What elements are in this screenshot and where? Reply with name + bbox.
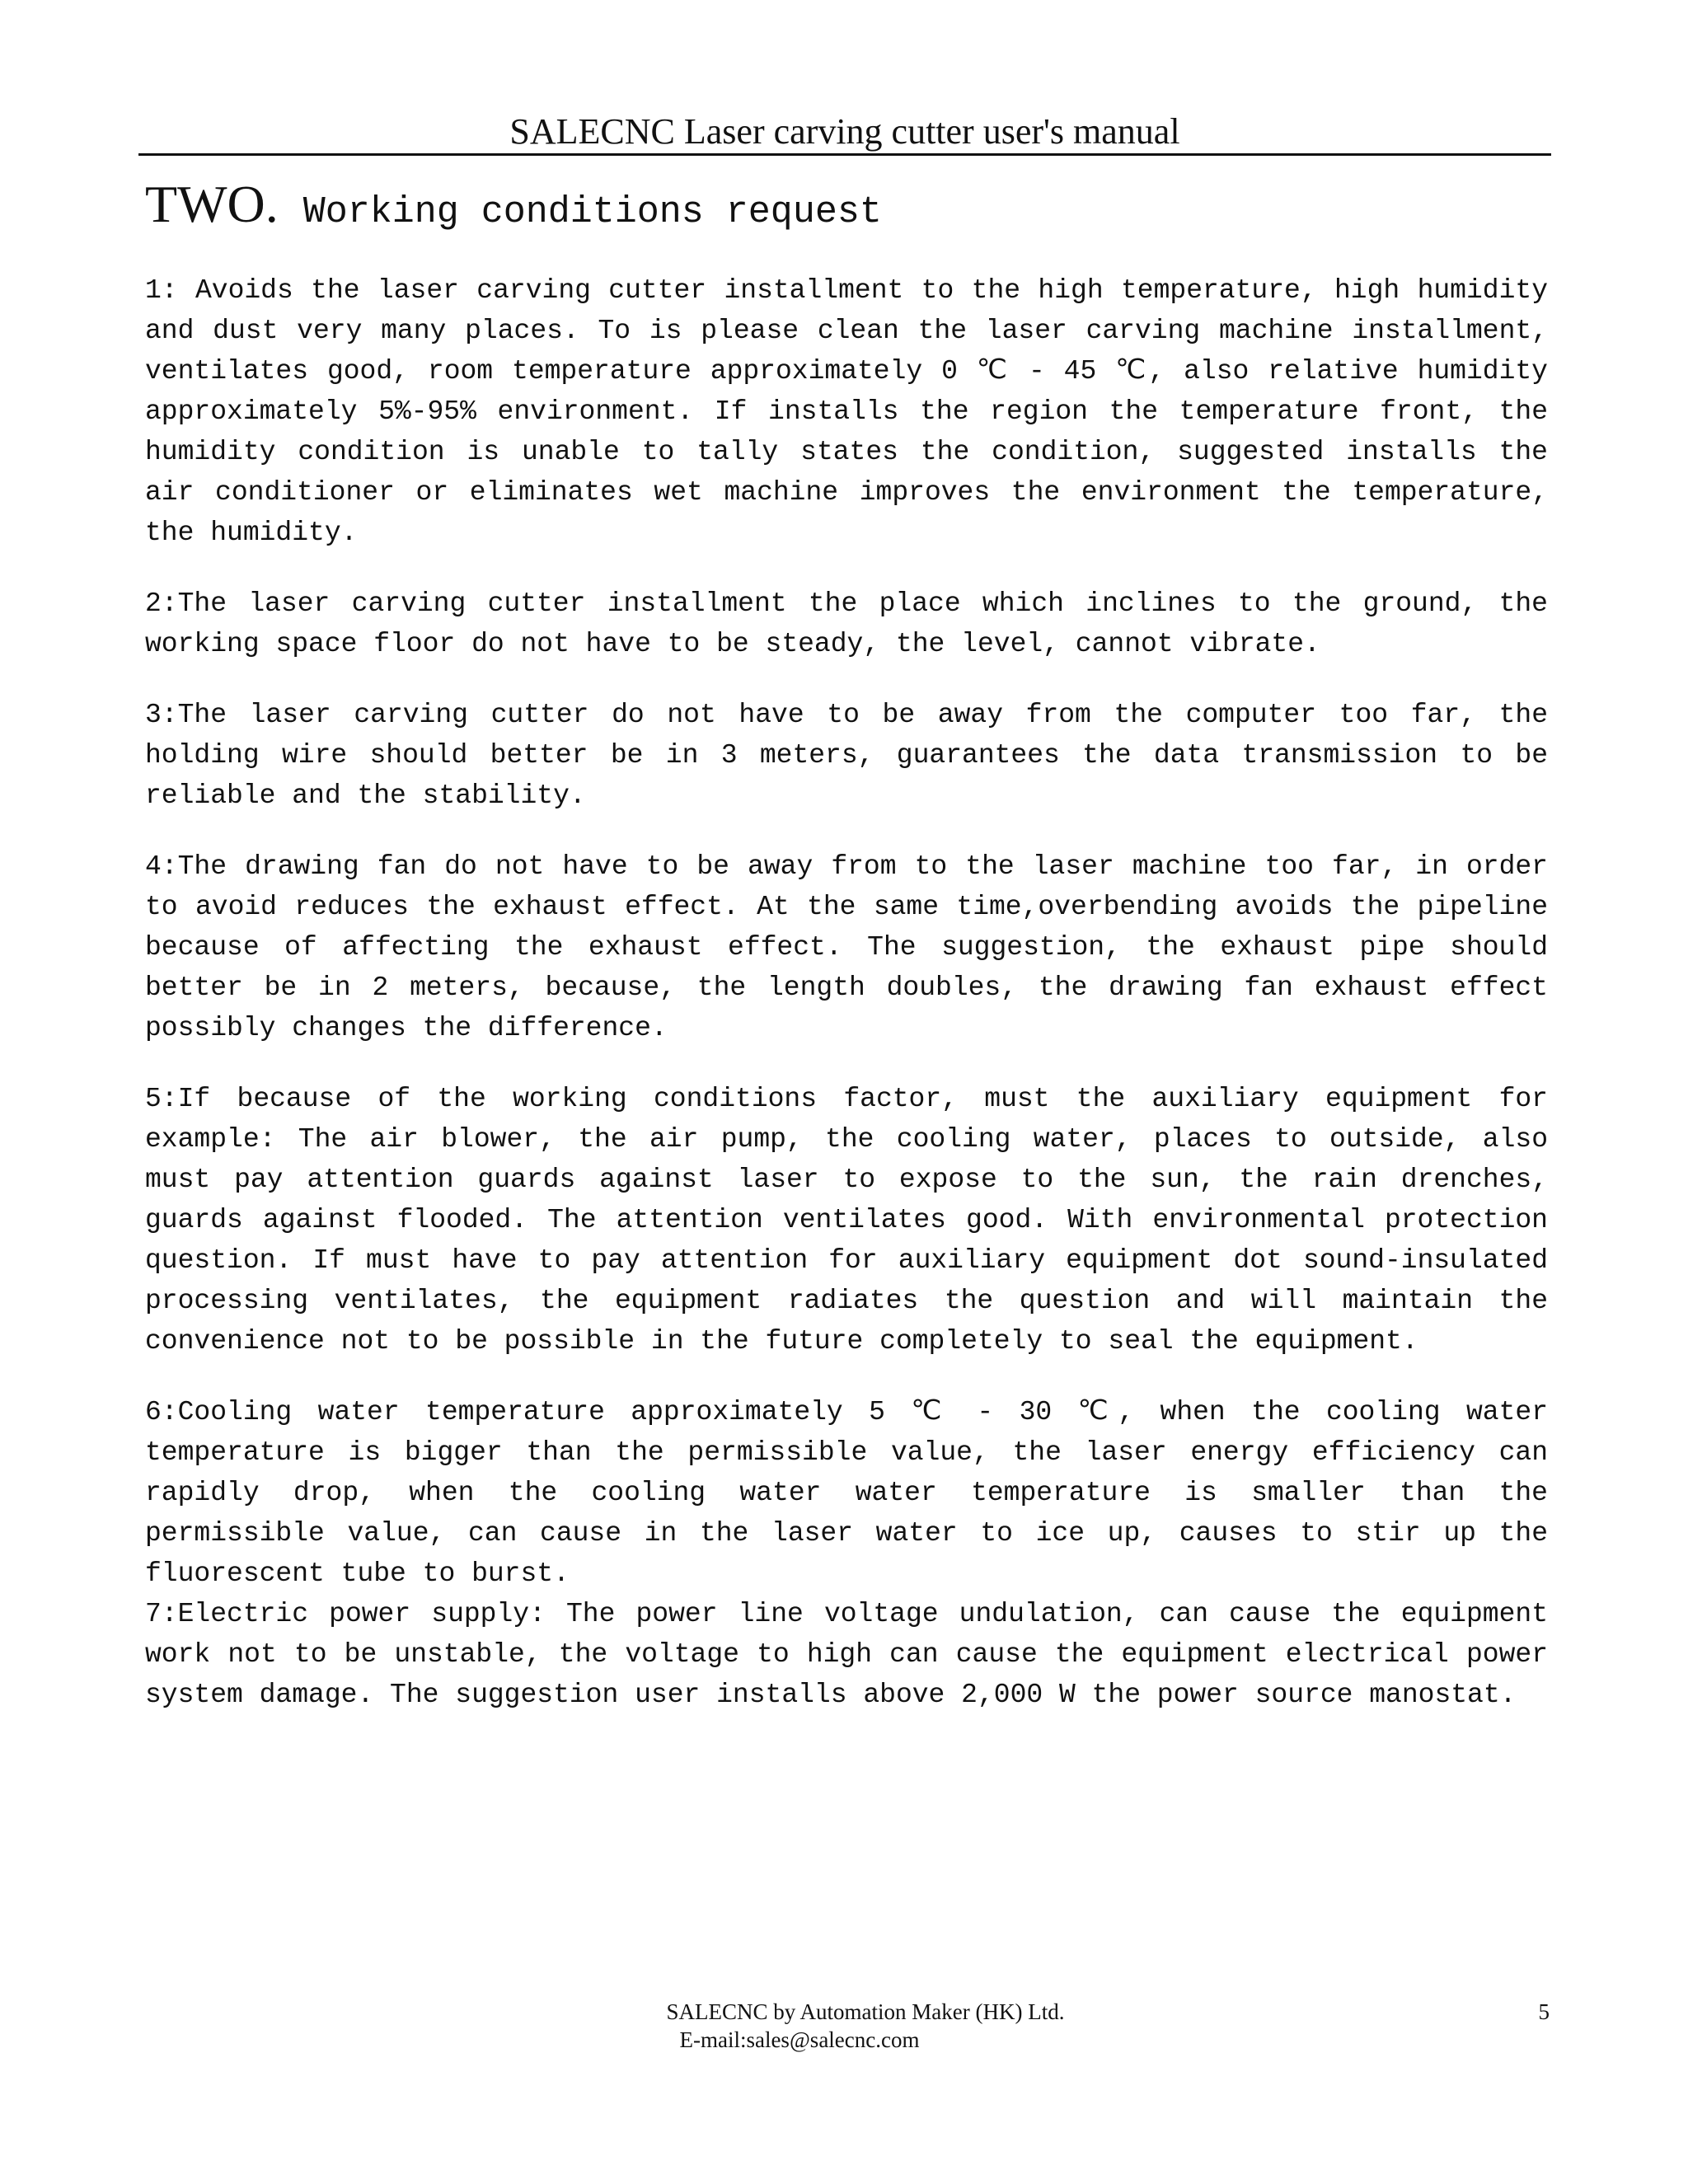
body-text [145, 270, 1548, 1746]
page-number: 5 [1538, 1999, 1550, 2024]
paragraph-5: 5:If because of the working conditions factor, must the auxiliary equipment for example: The air blower, the air pump, the cooling water, places to outside, also must pay attention guards against laser to expose to the sun, the rain drenches, guards against flooded. The attention ventilates good. With environmental protection question. If must have to pay attention for auxiliary equipment dot sound-insulated processing ventilates, the equipment radiates the question and will maintain the convenience not to be possible in the future completely to seal the equipment. [145, 1084, 1548, 1357]
paragraph-1: 1: Avoids the laser carving cutter installment to the high temperature, high humidity and dust very many places. To is please clean the laser carving machine installment, ventilates good, room temperature approximately 0 ℃ - 45 ℃, also relative humidity approximately 5%-95% environment. If installs the region the temperature front, the humidity condition is unable to tally states the condition, suggested installs the air conditioner or eliminates wet machine improves the environment the temperature, the humidity. [145, 275, 1548, 548]
running-header: SALECNC Laser carving cutter user's manual [509, 111, 1180, 152]
section-heading [145, 171, 882, 246]
paragraph-4: 4:The drawing fan do not have to be away from to the laser machine too far, in order to avoid reduces the exhaust effect. At the same time,overbending avoids the pipeline because of affecting the exhaust effect. The suggestion, the exhaust pipe should better be in 2 meters, because, the length doubles, the drawing fan exhaust effect possibly changes the difference. [145, 851, 1548, 1043]
header-rule [138, 153, 1551, 156]
footer-company: SALECNC by Automation Maker (HK) Ltd. [666, 1999, 1065, 2024]
section-number: TWO. [145, 175, 279, 233]
paragraph-2: 2:The laser carving cutter installment the place which inclines to the ground, the working space floor do not have to be steady, the level, cannot vibrate. [145, 588, 1548, 659]
section-title: Working conditions request [302, 191, 882, 233]
paragraph-7: 7:Electric power supply: The power line voltage undulation, can cause the equipment work not to be unstable, the voltage to high can cause the equipment electrical power system damage. The suggestion user installs above 2,000 W the power source manostat. [145, 1599, 1548, 1710]
footer-email: E-mail:sales@salecnc.com [679, 2027, 920, 2052]
paragraph-3: 3:The laser carving cutter do not have to be away from the computer too far, the holding wire should better be in 3 meters, guarantees the data transmission to be reliable and the stability. [145, 700, 1548, 811]
paragraph-6: 6:Cooling water temperature approximately 5 ℃ - 30 ℃, when the cooling water temperature is bigger than the permissible value, the laser energy efficiency can rapidly drop, when the cooling water water temperature is smaller than the permissible value, can cause in the laser water to ice up, causes to stir up the fluorescent tube to burst. [145, 1397, 1548, 1589]
